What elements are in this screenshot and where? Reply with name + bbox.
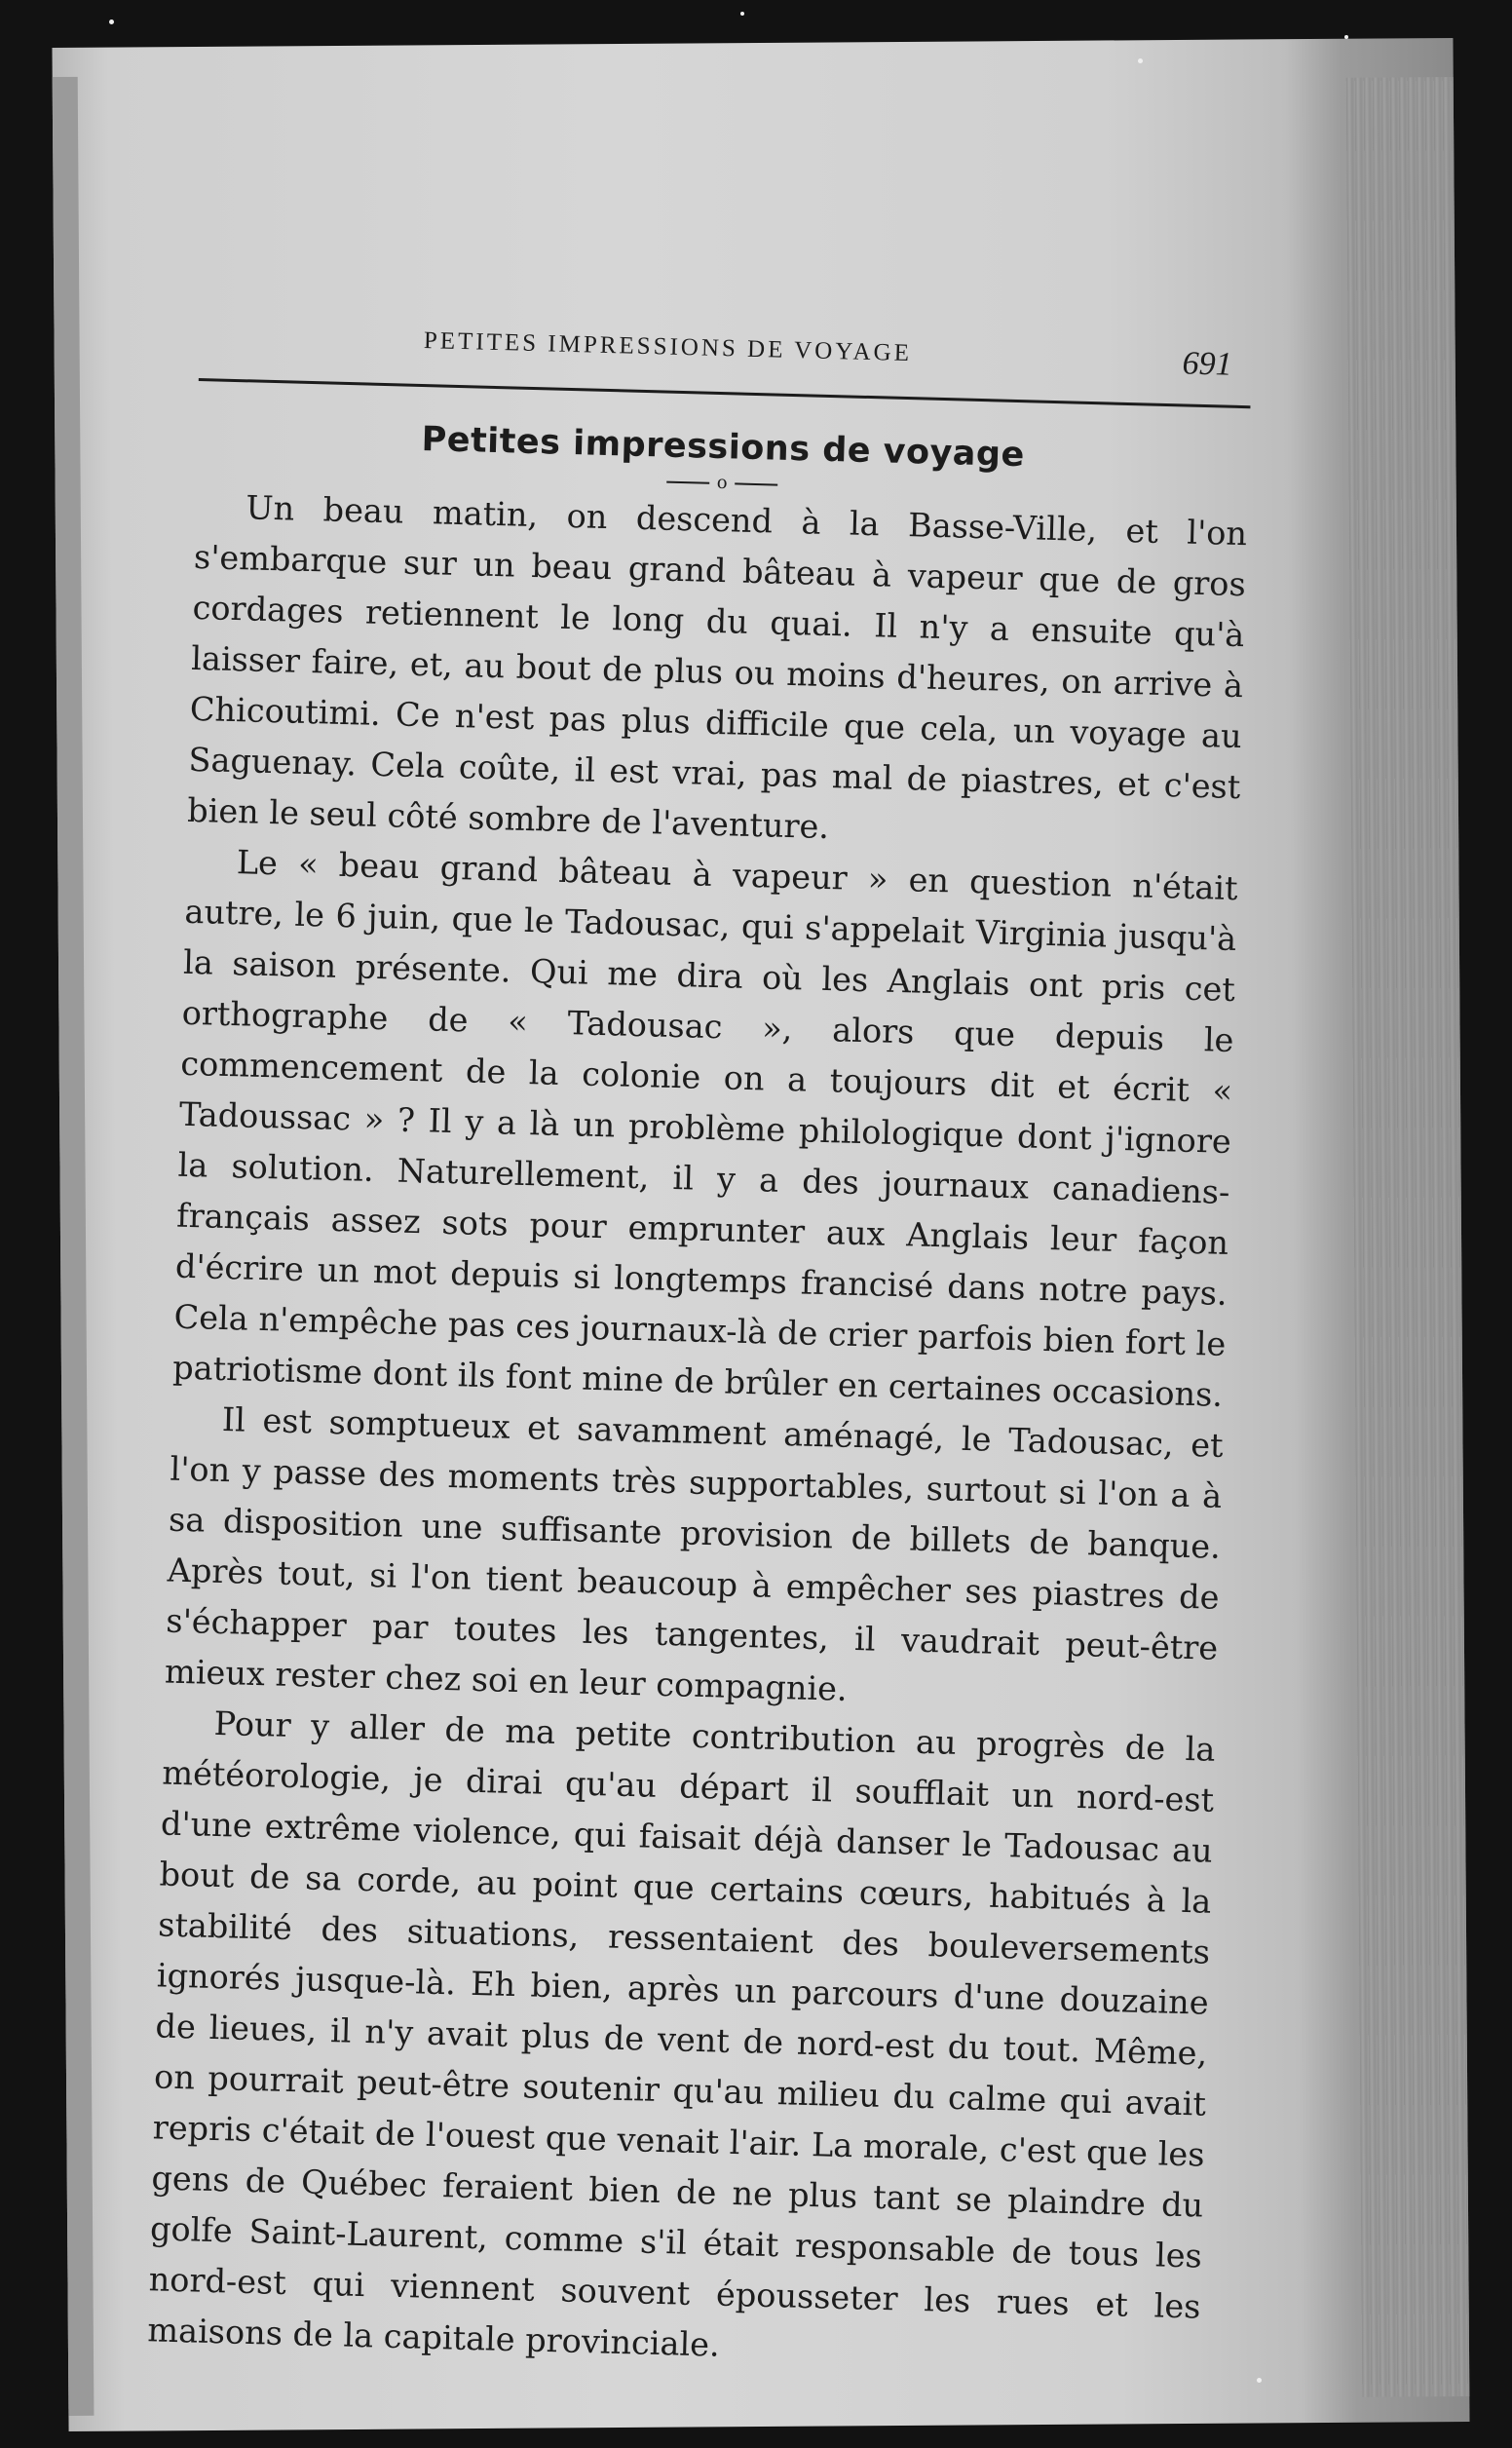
dust-speck [1344,35,1348,39]
dust-speck [1257,2378,1262,2383]
book-page [52,38,1469,2431]
paragraph-3: Il est somptueux et savamment aménagé, le Tadousac, et l'on y passe des moments très supportables, surtout si l'on a à sa disposition une suffisante provision de billets de banque. Après tout, si l'on tient beaucoup à empêcher ses piastres de s'échapper par toutes les tangentes, il vaudrait peut-être mieux rester chez soi en leur compagnie. [164,1399,1225,1708]
page-edge-stack [1346,77,1470,2397]
dust-speck [109,19,114,24]
article-title: Petites impressions de voyage [421,419,1026,476]
ornament-rule-right [736,482,778,485]
dust-speck [740,12,744,16]
text-block [147,320,1252,2384]
page-gutter [53,77,94,2416]
running-head [199,320,1252,408]
ornament-circle: o [716,472,728,494]
paragraph-4: Pour y aller de ma petite contribution au progrès de la météorologie, je dirai qu'au départ il soufflait un nord-est d'une extrême violence, qui faisait déjà danser le Tadousac au bout de sa corde, au point que certains cœurs, habitués à la stabilité des situations, ressentaient des bouleversements ignorés jusque-là. Eh bien, après un parcours d'une douzaine de lieues, il n'y avait plus de vent de nord-est du tout. Même, on pourrait peut-être soutenir qu'au milieu du calme qui avait repris c'était de l'ouest que venait l'air. La morale, c'est que les gens de Québec feraient bien de ne plus tant se plaindre du golfe Saint-Laurent, comme s'il était responsable de tous les nord-est qui viennent souvent épousseter les rues et les maisons de la capitale provinciale. [146,1703,1216,2364]
dust-speck [1138,58,1143,63]
paragraph-1: Un beau matin, on descend à la Basse-Ville, et l'on s'embarque sur un beau grand bâteau à vapeur que de gros cordages retiennent le long du quai. Il n'y a ensuite qu'à laisser faire, et, au bout de plus ou moins d'heures, on arrive à Chicoutimi. Ce n'est pas plus difficile que cela, un voyage au Saguenay. Cela coûte, il est vrai, pas mal de piastres, et c'est bien le seul côté sombre de l'aventure. [186,488,1248,847]
running-head-title: PETITES IMPRESSIONS DE VOYAGE [423,327,913,367]
ornament-rule-left [666,480,709,483]
page-number: 691 [1182,345,1233,383]
paragraph-2: Le « beau grand bâteau à vapeur » en question n'était autre, le 6 juin, que le Tadousac, qui s'appelait Virginia jusqu'à la saison présente. Qui me dira où les Anglais ont pris cet orthographe de « Tadousac », alors que depuis le commencement de la colonie on a toujours dit et écrit « Tadoussac » ? Il y a là un problème philologique dont j'ignore la solution. Naturellement, il y a des journaux canadiens-français assez sots pour emprunter aux Anglais leur façon d'écrire un mot depuis si longtemps francisé dans notre pays. Cela n'empêche pas ces journaux-là de crier parfois bien fort le patriotisme dont ils font mine de brûler en certaines occasions. [171,843,1239,1414]
